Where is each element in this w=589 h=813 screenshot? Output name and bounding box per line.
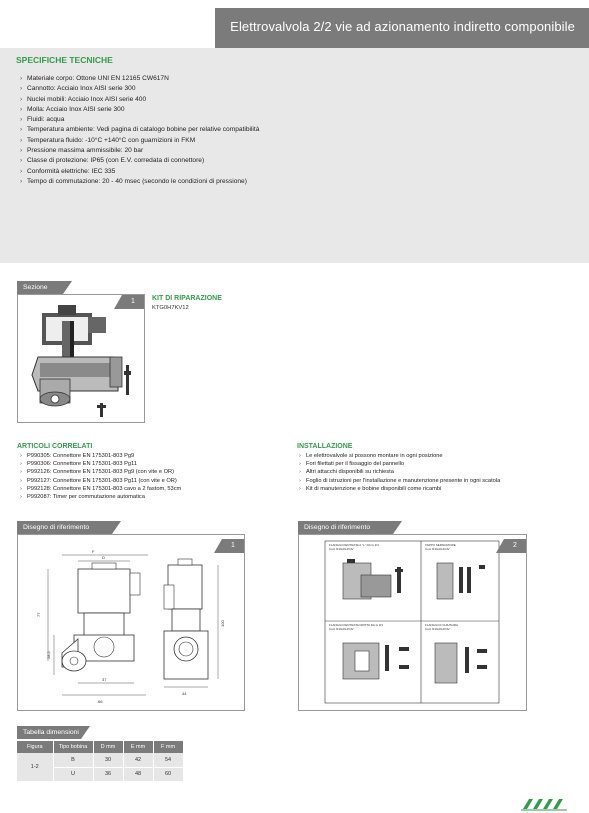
table-header: D mm xyxy=(93,741,123,753)
dim-d: D xyxy=(102,555,105,560)
spec-item: › Materiale corpo: Ottone UNI EN 12165 CW617N xyxy=(20,74,259,84)
dim-28: 28,5 xyxy=(46,651,51,659)
articolo-item: › P992128: Connettore EN 175301-803 cavo a 2 fastom, 53cm xyxy=(20,485,181,493)
tappo-label: TAPPO SEPARATORE xyxy=(425,543,456,547)
disegno2-tab: Disegno di riferimento xyxy=(298,521,393,534)
articolo-item: › P990305: Connettore EN 175301-803 Pg9 xyxy=(20,452,181,460)
table-header: Tipo bobina xyxy=(53,741,93,753)
disegno1-tab: Disegno di riferimento xyxy=(17,521,112,534)
table-cell: 60 xyxy=(153,767,183,781)
articolo-item: › P992126: Connettore EN 175301-803 Pg9 (con vite e OR) xyxy=(20,468,181,476)
tappo-code: Cod. R4G2G4V4V xyxy=(425,547,450,551)
articolo-item: › P992087: Timer per commutazione automatica xyxy=(20,493,181,501)
valve-section-drawing xyxy=(18,295,144,422)
chiusura-label: FLANGIA DI CHIUSURA xyxy=(425,623,459,627)
flangia-l-code: Cod. R4G2G4V4V xyxy=(329,547,354,551)
table-header: E mm xyxy=(123,741,153,753)
reference-drawing-1 xyxy=(18,535,244,710)
table-header: F mm xyxy=(153,741,183,753)
installazione-item: › Foglio di istruzioni per l'installazione e manutenzione presente in ogni scatola xyxy=(299,477,500,485)
spec-item: › Temperatura fluido: -10°C +140°C con guarnizioni in FKM xyxy=(20,136,259,146)
table-cell: 48 xyxy=(123,767,153,781)
disegno1-panel xyxy=(17,534,245,711)
sezione-tab: Sezione xyxy=(17,281,63,294)
spec-item: › Molla: Acciaio Inox AISI serie 300 xyxy=(20,105,259,115)
articoli-list xyxy=(20,452,181,501)
spec-item: › Classe di protezione: IP65 (con E.V. corredata di connettore) xyxy=(20,156,259,166)
table-header-row xyxy=(17,741,183,753)
header-bar xyxy=(215,8,589,48)
table-cell: 54 xyxy=(153,753,183,767)
spec-item: › Tempo di commutazione: 20 - 40 msec (secondo le condizioni di pressione) xyxy=(20,177,259,187)
installazione-title: INSTALLAZIONE xyxy=(297,443,353,450)
disegno2-number: 2 xyxy=(504,539,526,553)
dim-37: 37 xyxy=(102,677,107,682)
table-cell: 30 xyxy=(93,753,123,767)
flangia-dritta-code: Cod. R4G2G4V4V xyxy=(329,627,354,631)
dim-f: F xyxy=(92,549,95,554)
chiusura-code: Cod. R4G2G4V4V xyxy=(425,627,450,631)
spec-item: › Conformità elettriche: IEC 335 xyxy=(20,167,259,177)
brand-logo xyxy=(521,797,569,811)
specs-list xyxy=(20,74,259,187)
installazione-list xyxy=(299,452,500,493)
specs-title: SPECIFICHE TECNICHE xyxy=(16,55,113,65)
articoli-title: ARTICOLI CORRELATI xyxy=(17,443,93,450)
flangia-dritta-label: FLANGIA D'ENTRATA DRITTA DA G 3/4 xyxy=(329,623,383,627)
page-title: Elettrovalvola 2/2 vie ad azionamento indiretto componibile xyxy=(230,19,575,34)
spec-item: › Temperatura ambiente: Vedi pagina di catalogo bobine per relative compatibilità xyxy=(20,125,259,135)
table-cell: 42 xyxy=(123,753,153,767)
spec-item: › Pressione massima ammissibile: 20 bar xyxy=(20,146,259,156)
sezione-panel xyxy=(17,294,145,423)
installazione-item: › Le elettrovalvole si possono montare in ogni posizione xyxy=(299,452,500,460)
spec-item: › Nuclei mobili: Acciaio Inox AISI serie 400 xyxy=(20,95,259,105)
sezione-number: 1 xyxy=(122,295,144,309)
flangia-l-label: FLANGIA D'ENTRATA A "L" DA G 3/4 xyxy=(329,543,379,547)
reference-drawing-2 xyxy=(299,535,526,710)
dimension-table xyxy=(17,741,184,782)
table-row xyxy=(17,753,183,767)
table-cell-figura: 1-2 xyxy=(17,753,53,781)
installazione-item: › Altri attacchi disponibili su richiesta xyxy=(299,468,500,476)
table-cell: U xyxy=(53,767,93,781)
table-cell: B xyxy=(53,753,93,767)
articolo-item: › P992127: Connettore EN 175301-803 Pg11 (con vite e OR) xyxy=(20,477,181,485)
disegno1-number: 1 xyxy=(222,539,244,553)
dim-66: 66 xyxy=(98,699,103,704)
articolo-item: › P990306: Connettore EN 175301-803 Pg11 xyxy=(20,460,181,468)
dim-100: 100 xyxy=(220,620,225,627)
table-cell: 36 xyxy=(93,767,123,781)
kit-title: KIT DI RIPARAZIONE xyxy=(152,295,222,302)
kit-code: KTG0H7KV12 xyxy=(152,305,189,311)
installazione-item: › Fori filettati per il fissaggio del pannello xyxy=(299,460,500,468)
spec-item: › Cannotto: Acciaio Inox AISI serie 300 xyxy=(20,84,259,94)
tabella-tab: Tabella dimensioni xyxy=(17,726,81,739)
disegno2-panel xyxy=(298,534,527,711)
table-header: Figura xyxy=(17,741,53,753)
installazione-item: › Kit di manutenzione e bobine disponibili come ricambi xyxy=(299,485,500,493)
spec-item: › Fluidi: acqua xyxy=(20,115,259,125)
dim-44: 44 xyxy=(182,691,187,696)
dim-77: 77 xyxy=(36,612,41,617)
